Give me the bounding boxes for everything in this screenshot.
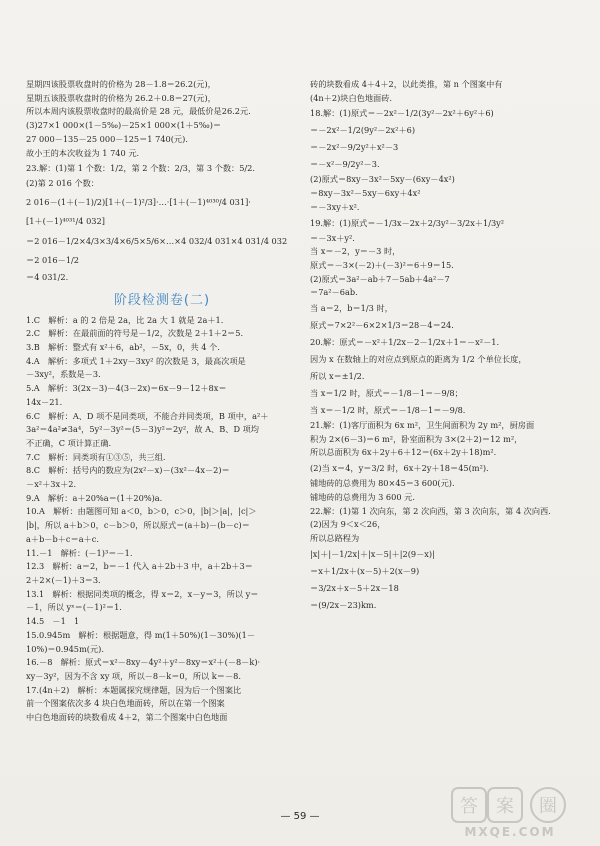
text-line: 砖的块数看成 4＋4＋2，以此类推，第 n 个图案中有 [310,79,503,89]
answer-line: 11.－1 解析：(－1)³＝－1. [26,547,133,558]
answer-line: 8.C 解析：括号内的数应为(2x²－x)－(3x²－4x－2)＝ [26,465,230,476]
answer-line: a＋b－b＋c＝a＋c. [26,533,99,544]
text-line: ＝－x²－9/2y²－3. [310,159,380,170]
text-line: (2)因为 9＜x＜26， [310,519,386,530]
text-line: (4n＋2)块白色地面砖. [310,92,392,103]
answer-line: 3.B 解析：整式有 x²＋6，ab²，－5x，0，共 4 个. [26,342,220,353]
text-line: (2)原式＝3a²－ab＋7－5ab＋4a²－7 [310,273,450,284]
answer-line: 17.(4n＋2) 解析：本题属探究规律题，因为后一个图案比 [26,684,242,695]
text-line: ＝－2x²－9/2y²＋x²－3 [310,142,399,153]
answer-line: 3a²＝4a²≠3a⁴，5y²－3y²＝(5－3)y²＝2y²，故 A、B、D 项均 [26,424,259,435]
text-line: ＝x＋1/2x＋(x－5)＋2(x－9) [310,565,420,576]
text-line: 19.解：(1)原式＝－1/3x－2x＋2/3y²－3/2x＋1/3y² [310,217,505,228]
text-line: 当 a＝2，b＝1/3 时， [310,303,393,314]
text-line: 铺地砖的总费用为 3 600 元. [310,491,415,502]
answer-line: 13.1 解析：根据同类项的概念，得 x＝2，x－y＝3，所以 y＝ [26,588,259,599]
text-line: 22.解：(1)第 1 次向东，第 2 次向西，第 3 次向东，第 4 次向西. [310,505,551,516]
answer-line: 14x－21. [26,396,63,407]
text-line: ＝4 031/2. [26,271,69,282]
text-line: 星期五该股票收盘时的价格为 26.2＋0.8＝27(元)， [26,92,216,103]
text-line: ＝7a²－6ab. [310,287,358,298]
answer-line: 10%)＝0.945m(元). [26,643,104,654]
answer-line: 15.0.945m 解析：根据题意，得 m(1＋50%)(1－30%)(1－ [26,629,256,640]
text-line: 所以总路程为 [310,532,360,543]
text-line: (3)27×1 000×(1－5‰)－25×1 000×(1＋5‰)＝ [26,120,222,131]
text-line: 当 x＝1/2 时，原式＝－1/8－1＝－9/8； [310,388,463,399]
text-line: 2 016－(1＋(－1)/2)[1＋(－1)²/3]·…·[1＋(－1)⁴⁰³⁰/4 031]· [26,196,251,207]
answer-line: 14.5 －1 1 [26,616,80,627]
answer-line: 2.C 解析：在最前面的符号是－1/2，次数是 2＋1＋2＝5. [26,328,244,339]
text-line: 当 x＝－1/2 时，原式＝－1/8－1＝－9/8. [310,405,466,416]
text-line: (2)原式＝8xy－3x²－5xy－(6xy－4x²) [310,174,455,185]
text-line: 原式＝7×2²－6×2×1/3＝28－4＝24. [310,320,454,331]
answer-line: 10.A 解析：由题图可知 a＜0，b＞0，c＞0，|b|＞|a|，|c|＞ [26,506,257,517]
text-line: ＝3/2x＋x－5＋2x－18 [310,582,399,593]
answer-line: 7.C 解析：同类项有①③⑤，共三组. [26,451,166,462]
text-line: ＝－2x²－1/2(9y²－2x²＋6) [310,125,416,136]
text-line: 23.解：(1)第 1 个数：1/2，第 2 个数：2/3，第 3 个数：5/2. [26,163,255,174]
text-line: ＝2 016－1/2×4/3×3/4×6/5×5/6×…×4 032/4 031×4 031/4 032 [26,235,288,246]
watermark-logo [450,784,590,840]
answer-line: －x²＋3x＋2. [26,479,77,490]
text-line: ＝－3xy＋x². [310,201,360,212]
text-line: 铺地砖的总费用为 80×45＝3 600(元). [310,478,455,489]
text-line: 18.解：(1)原式＝－2x²－1/2(3y²－2x²＋6y²＋6) [310,108,494,119]
text-line: (2)第 2 016 个数： [26,178,99,189]
text-line: 原式＝－3×(－2)＋(－3)²＝6＋9＝15. [310,259,454,270]
text-line: 所以本周内该股票收盘时的最高价是 28 元，最低价是26.2元. [26,106,251,117]
answer-line: 2＋2×(－1)＋3＝3. [26,574,101,585]
answer-line: 1.C 解析：a 的 2 倍是 2a，比 2a 大 1 就是 2a＋1. [26,314,224,325]
text-line: [1＋(－1)⁴⁰³¹/4 032] [26,215,105,226]
right-column [310,78,582,614]
section-title: 阶段检测卷(二) [113,292,211,308]
answer-line: |b|，所以 a＋b＞0，c－b＞0，所以原式＝(a＋b)－(b－c)＝ [26,520,250,531]
answer-line: －3xy²，系数是－3. [26,369,101,380]
answer-line: 4.A 解析：多项式 1＋2xy－3xy² 的次数是 3，最高次项是 [26,355,246,366]
answer-line: －1，所以 yˣ＝(－1)²＝1. [26,602,122,613]
text-line: ＝8xy－3x²－5xy－6xy＋4x² [310,188,421,199]
text-line: 21.解：(1)客厅面积为 6x m²，卫生间面积为 2y m²，厨房面 [310,420,535,431]
answer-line: 不正确，C 项计算正确. [26,437,112,448]
text-line: |x|＋|－1/2x|＋|x－5|＋|2(9－x)| [310,548,435,559]
svg-text:答: 答 [460,796,478,817]
text-line: 所以总面积为 6x＋2y＋6＋12＝(6x＋2y＋18)m². [310,447,497,458]
text-line: ＝－3x＋y². [310,232,355,243]
text-line: 27 000－135－25 000－125＝1 740(元). [26,133,188,144]
text-line: 积为 2×(6－3)＝6 m²，卧室面积为 3×(2＋2)＝12 m²， [310,433,523,444]
svg-text:圈: 圈 [539,796,557,817]
left-column [26,78,298,725]
text-line: 星期四该股票收盘时的价格为 28－1.8＝26.2(元)， [26,79,216,89]
answer-line: 中白色地面砖的块数看成 4＋2，第二个图案中白色地面 [26,712,228,723]
text-line: (2)当 x＝4，y＝3/2 时，6x＋2y＋18＝45(m²). [310,463,489,474]
text-line: 故小王的本次收益为 1 740 元. [26,147,140,158]
text-line: ＝2 016－1/2 [26,254,79,265]
text-line: 因为 x 在数轴上的对应点到原点的距离为 1/2 个单位长度， [310,354,527,365]
answer-line: 16.－8 解析：原式＝x²－8xy－4y²＋y²－8xy＝x²＋(－8－k)· [26,657,261,668]
text-line: 所以 x＝±1/2. [310,371,365,382]
text-line: 20.解：原式＝－x²＋1/2x－2－1/2x＋1＝－x²－1. [310,337,500,348]
answer-line: 9.A 解析：a＋20%a＝(1＋20%)a. [26,492,163,503]
answer-line: xy－3y²，因为不含 xy 项，所以－8－k＝0，所以 k＝－8. [26,670,241,681]
svg-text:MXQE.COM: MXQE.COM [464,825,556,839]
watermark-icon [450,784,590,840]
answer-line: 12.3 解析：a＝2，b＝－1 代入 a＋2b＋3 中，a＋2b＋3＝ [26,561,253,572]
answer-line: 5.A 解析：3(2x－3)－4(3－2x)＝6x－9－12＋8x＝ [26,383,227,394]
svg-text:案: 案 [496,796,514,817]
page-number: — 59 — [280,811,320,822]
answer-line: 前一个图案依次多 4 块白色地面砖，所以在第一个图案 [26,698,225,709]
answer-line: 6.C 解析：A、D 项不是同类项，不能合并同类项，B 项中，a²＋ [26,410,269,421]
text-line: 当 x＝－2，y＝－3 时， [310,246,401,257]
text-line: ＝(9/2x－23)km. [310,599,377,610]
